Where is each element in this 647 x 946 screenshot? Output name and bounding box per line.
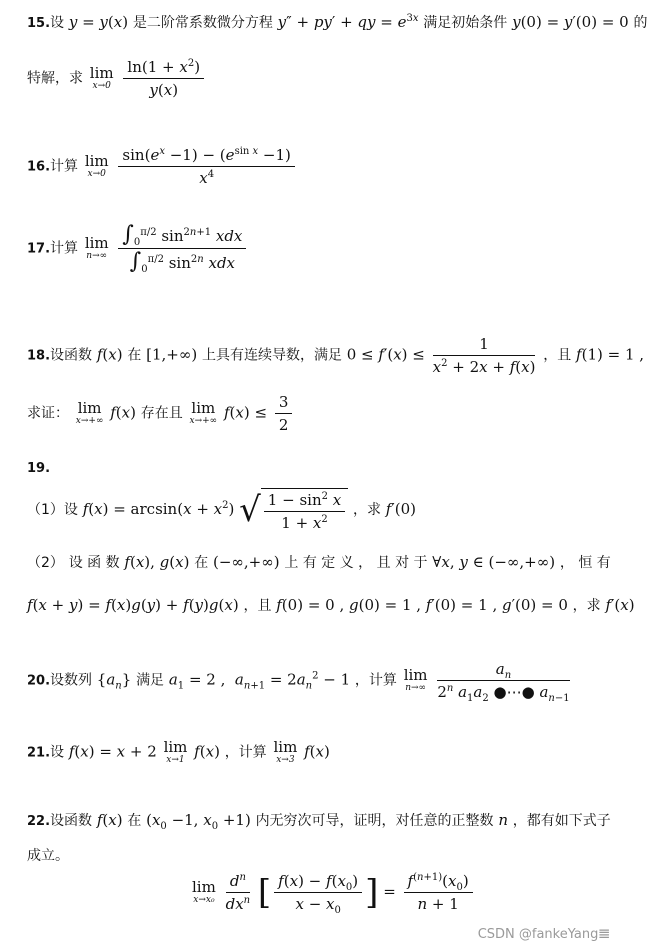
q22-line1: 22.设函数 f(x) 在 ($x_0 -1$, $x_0 +1$) 内无穷次可导，证明，对任意的正整数 n ，都有如下式子 xyxy=(27,811,611,832)
q18-text-3: 上具有连续导数，满足 xyxy=(201,347,342,364)
q18-fraction: $\frac{1}{x^2 + 2x + f(x)}$ xyxy=(432,335,536,376)
q18-number: 18. xyxy=(27,348,51,364)
q19-part1-label: （1）设 xyxy=(27,502,78,518)
limit-operator: lim n→∞ xyxy=(403,666,428,693)
limit-operator: lim x→+∞ xyxy=(189,399,218,426)
q22-fraction-2: $\frac{f^{(n+1)}(x_0)}{n + 1}$ xyxy=(404,872,473,913)
q22-text-4: ，都有如下式子 xyxy=(512,813,611,829)
q15-line2 xyxy=(27,58,207,99)
q17-text: 计算 xyxy=(50,240,79,257)
q15-text-3: 满足初始条件 xyxy=(423,15,508,31)
q22-number: 22. xyxy=(27,814,51,829)
q22-text-3: 内无穷次可导，证明，对任意的正整数 xyxy=(255,813,494,829)
q21-text-1: 设 xyxy=(50,744,65,761)
q15-number: 15. xyxy=(27,16,51,31)
q18-text-5: 求证： xyxy=(27,405,69,422)
q22-text-2: 在 xyxy=(127,813,142,829)
q20-text-3: ，计算 xyxy=(354,672,397,689)
limit-operator: lim x→0 xyxy=(89,64,114,91)
q18-text-4: ，且 xyxy=(543,347,572,364)
limit-operator: lim n→∞ xyxy=(84,234,109,261)
q17-fraction: $\frac{\int_0^{\pi/2} \sin^{2n+1} xdx}{\int_0^{\pi/2} \sin^{2n} xdx}$ xyxy=(118,224,246,273)
watermark: CSDN @fankeYang𝌆 xyxy=(477,927,610,942)
q19-part2-line1: （2） 设 函 数 f(x), g(x) 在 (−∞,+∞) 上 有 定 义 ， 且 对 于 ∀x, y ∈ (−∞,+∞) ， 恒 有 xyxy=(27,553,611,571)
q19-part1: （1）设 $f(x) = \arcsin(x + x^2)$ √ $\frac{1 - \sin^2 x}{1 + x^2}$ ，求 f′(0) xyxy=(27,490,417,532)
q18-line2: 求证： lim x→+∞ f(x) 存在且 lim x→+∞ f(x) ≤ $\frac{3}{2}$ xyxy=(27,393,295,434)
q19-part2-text-1: 设 函 数 xyxy=(68,555,120,571)
q21-line: 21.设 f(x) = x + 2 lim x→1 f(x) ，计算 lim x→3 f(x) xyxy=(27,738,330,765)
q16-fraction: $\frac{\sin(e^x -1) - (e^{sin x} -1)}{x^4}$ xyxy=(118,146,294,187)
sqrt-symbol: √ $\frac{1 - \sin^2 x}{1 + x^2}$ xyxy=(239,488,348,532)
q22-text-5: 成立。 xyxy=(27,848,69,864)
q17-number: 17. xyxy=(27,241,51,257)
limit-operator: lim x→x₀ xyxy=(192,878,216,905)
q19-part2-text-4: ， 恒 有 xyxy=(559,555,611,571)
q19-number-line xyxy=(27,458,50,476)
q19-part2-text-6: ，求 xyxy=(572,598,601,614)
q19-part2-text-3: 上 有 定 义 ， 且 对 于 xyxy=(284,555,428,571)
q15-text-4: 的 xyxy=(633,15,647,31)
q15-line1: 15.设 y = y(x) 是二阶常系数微分方程 y″ + py′ + qy = $e^{3x}$ 满足初始条件 y(0) = y′(0) = 0 的 xyxy=(27,13,647,31)
q22-derivative: $\frac{d^n}{dx^n}$ xyxy=(225,872,251,913)
q22-fraction-1: $\frac{f(x) - f(x_0)}{x - x_0}$ xyxy=(274,872,362,913)
q20-text-2: 满足 xyxy=(136,672,165,689)
q15-text-5: 特解，求 xyxy=(27,70,83,87)
q22-line2 xyxy=(27,845,69,865)
limit-operator: lim x→3 xyxy=(273,738,298,765)
q20-text-1: 设数列 xyxy=(50,672,93,689)
q18-line1: 18.设函数 f(x) 在 [1,+∞) 上具有连续导数，满足 0 ≤ f′(x) ≤ $\frac{1}{x^2 + 2x + f(x)}$ ，且 f(1) = 1 , xyxy=(27,335,645,376)
q18-fraction-2: $\frac{3}{2}$ xyxy=(275,393,293,434)
q19-part1-text: ，求 xyxy=(353,502,382,518)
q15-fraction: $\frac{\ln(1 + x^2)}{y(x)}$ xyxy=(123,58,204,99)
q17-line xyxy=(27,224,249,273)
q22-text-1: 设函数 xyxy=(50,813,93,829)
q16-line xyxy=(27,146,298,187)
q19-part2-line2: f(x + y) = f(x)g(y) + f(y)g(x) ，且 f(0) = 0 , g(0) = 1 , f′(0) = 1 , g′(0) = 0 ，求 f′(x) xyxy=(27,596,635,614)
q19-part2-label: （2） xyxy=(27,555,64,571)
q18-text-2: 在 xyxy=(127,347,142,364)
q18-text-6: 存在且 xyxy=(140,405,183,422)
limit-operator: lim x→+∞ xyxy=(75,399,104,426)
q20-line: 20.设数列 $\{a_n\}$ 满足 $a_1 = 2$ , $a_{n+1} = 2a_n^2 - 1$ ，计算 lim n→∞ $\frac{a_n}{2^n a_1a_2 ●\cdots● a_{n-1}}$ xyxy=(27,660,570,704)
limit-operator: lim x→1 xyxy=(163,738,188,765)
q19-part2-text-5: ，且 xyxy=(243,598,272,614)
q15-text-1: 设 xyxy=(50,15,65,31)
q22-formula: lim x→x₀ $\frac{d^n}{dx^n}$ [ $\frac{f(x) - f(x_0)}{x - x_0}$ ] = $\frac{f^{(n+1)}(x_0)}{n + 1}$ xyxy=(190,872,476,913)
q15-text-2: 是二阶常系数微分方程 xyxy=(132,15,273,31)
q19-part2-text-2: 在 xyxy=(194,555,209,571)
q18-text-1: 设函数 xyxy=(50,347,93,364)
q16-number: 16. xyxy=(27,159,51,175)
limit-operator: lim x→0 xyxy=(84,152,109,179)
q21-number: 21. xyxy=(27,745,51,761)
q20-fraction: $\frac{a_n}{2^n a_1a_2 ●\cdots● a_{n-1}}$ xyxy=(437,660,570,704)
q20-number: 20. xyxy=(27,673,51,689)
q16-text: 计算 xyxy=(50,158,79,175)
q19-number: 19. xyxy=(27,461,51,476)
q21-text-2: ，计算 xyxy=(224,744,267,761)
